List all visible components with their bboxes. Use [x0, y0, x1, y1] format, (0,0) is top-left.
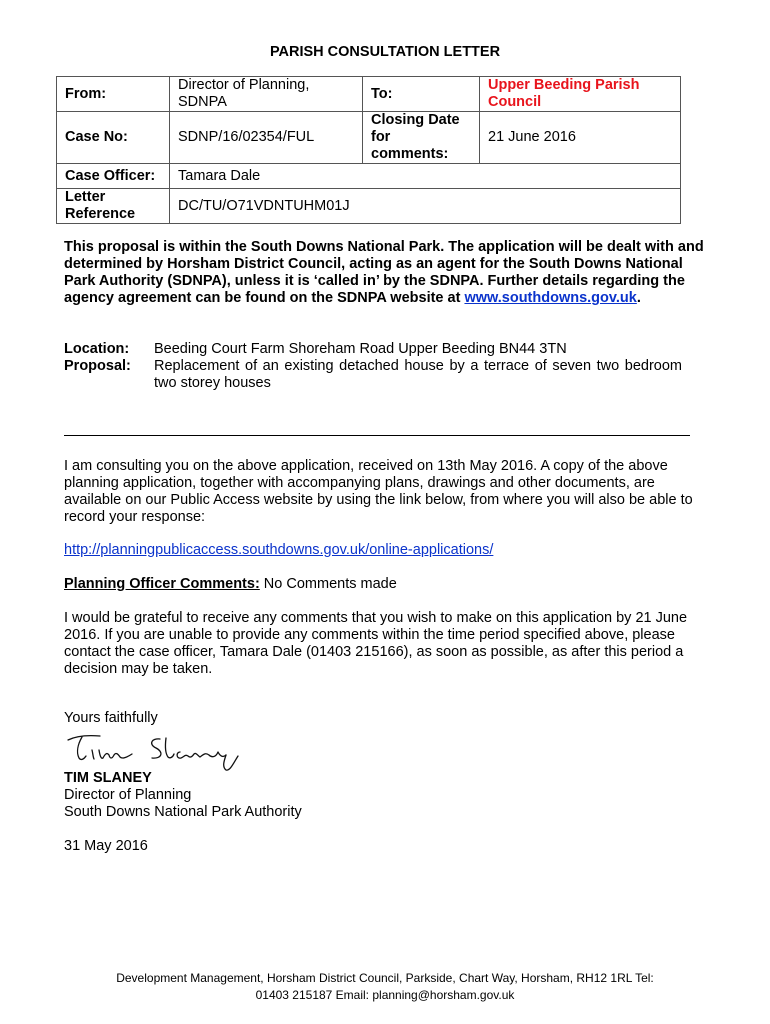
public-access-link[interactable]: http://planningpublicaccess.southdowns.gov.uk/online-applications/ [64, 542, 494, 558]
from-value-line1: Director of Planning, [178, 77, 310, 93]
to-value-line1: Upper Beeding Parish [488, 77, 640, 93]
from-value [170, 77, 363, 112]
notice-text: This proposal is within the South Downs National Park. The application will be dealt with and determined by Horsham District Council, acting as an agent for the South Downs National Park Authority (SDNPA), unless it is ‘called in’ by the SDNPA. Further details regarding the agency agreement can be found on the SDNPA website at [64, 239, 704, 306]
header-row-officer [57, 164, 681, 189]
location-value: Beeding Court Farm Shoreham Road Upper Beeding BN44 3TN [154, 341, 567, 357]
request-paragraph: I would be grateful to receive any comments that you wish to make on this application by 21 June 2016. If you are unable to provide any comments within the time period specified above, please contact the case officer, Tamara Dale (01403 215166), as soon as possible, as after this period a decision may be taken. [64, 610, 688, 677]
proposal-value: Replacement of an existing detached house by a terrace of seven two bedroom two storey houses [154, 358, 682, 391]
closing-label [363, 112, 480, 164]
page-title: PARISH CONSULTATION LETTER [269, 44, 501, 60]
to-label: To: [363, 77, 480, 112]
location-label: Location: [64, 341, 130, 357]
letter-date: 31 May 2016 [64, 838, 148, 854]
notice-end: . [636, 290, 641, 306]
notice-paragraph [64, 239, 704, 307]
officer-comments [64, 576, 704, 593]
from-label: From: [57, 77, 170, 112]
reference-value: DC/TU/O71VDNTUHM01J [170, 189, 681, 224]
reference-label-line2: Reference [65, 206, 136, 222]
consultation-paragraph: I am consulting you on the above application, received on 13th May 2016. A copy of the above planning application, together with accompanying plans, drawings and other documents, are available on our Public Access website by using the link below, from where you will also be able to record your response: [64, 458, 693, 525]
divider [64, 435, 690, 436]
public-access-line [64, 542, 704, 559]
closing-salutation: Yours faithfully [64, 710, 158, 726]
officer-value: Tamara Dale [170, 164, 681, 189]
reference-label-line1: Letter [65, 189, 106, 205]
footer [0, 970, 770, 1004]
signatory-organisation: South Downs National Park Authority [64, 804, 302, 820]
header-row-case [57, 112, 681, 164]
footer-line1: Development Management, Horsham District Council, Parkside, Chart Way, Horsham, RH12 1RL Tel: [116, 971, 654, 985]
closing-label-line1: Closing Date [371, 112, 460, 128]
to-value [480, 77, 681, 112]
officer-comments-label: Planning Officer Comments: [64, 576, 260, 592]
case-no-label: Case No: [57, 112, 170, 164]
officer-label: Case Officer: [57, 164, 170, 189]
officer-comments-value: No Comments made [259, 576, 397, 592]
closing-value: 21 June 2016 [480, 112, 681, 164]
reference-label [57, 189, 170, 224]
signatory-role: Director of Planning [64, 787, 192, 803]
header-row-from [57, 77, 681, 112]
signatory-name: TIM SLANEY [64, 770, 152, 786]
header-table [56, 76, 681, 224]
header-row-reference [57, 189, 681, 224]
from-value-line2: SDNPA [178, 94, 227, 110]
case-no-value: SDNP/16/02354/FUL [170, 112, 363, 164]
signature [62, 726, 252, 774]
footer-line2: 01403 215187 Email: planning@horsham.gov.uk [255, 988, 515, 1002]
to-value-line2: Council [488, 94, 542, 110]
closing-label-line2: for comments: [371, 129, 449, 162]
proposal-label: Proposal: [64, 358, 131, 374]
sdnpa-website-link[interactable]: www.southdowns.gov.uk [464, 290, 637, 306]
